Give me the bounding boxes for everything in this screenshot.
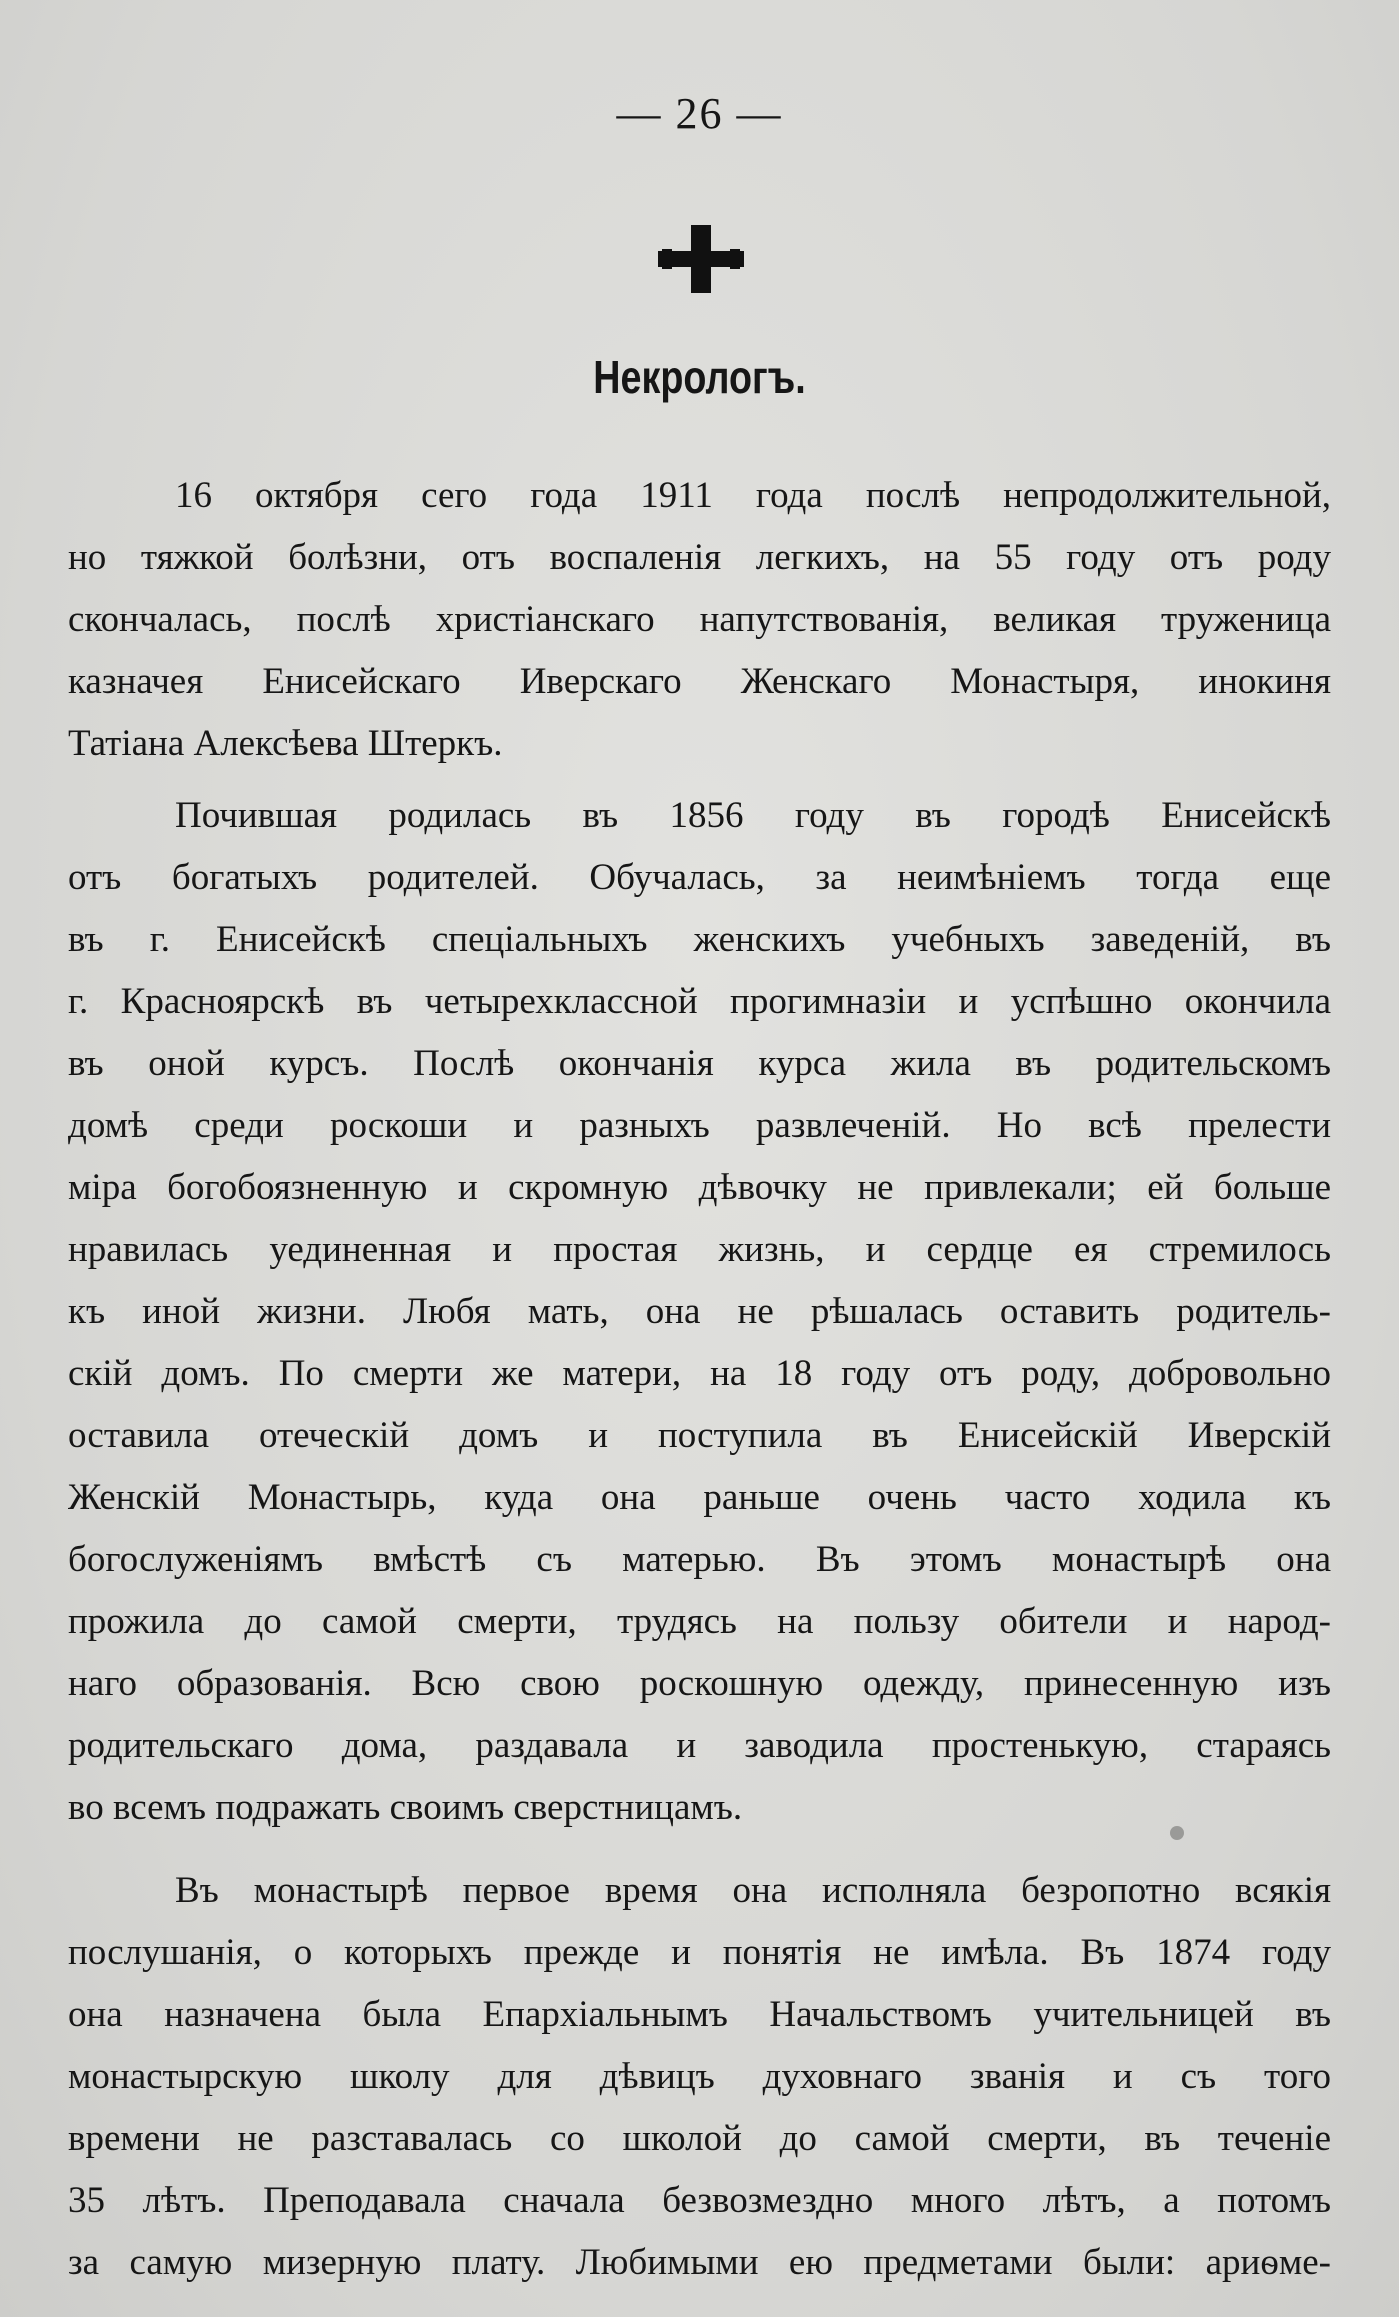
text-line: домѣ среди роскоши и разныхъ развлеченій. Но всѣ прелести <box>68 1105 1331 1146</box>
text-line: въ г. Енисейскѣ спеціальныхъ женскихъ учебныхъ заведеній, въ <box>68 919 1331 960</box>
text-line: оставила отеческій домъ и поступила въ Енисейскій Иверскій <box>68 1415 1331 1456</box>
text-line: скій домъ. По смерти же матери, на 18 году отъ роду, добровольно <box>68 1353 1331 1394</box>
text-line: послушанія, о которыхъ прежде и понятія не имѣла. Въ 1874 году <box>68 1932 1331 1973</box>
text-line: 16 октября сего года 1911 года послѣ непродолжительной, <box>175 475 1331 516</box>
text-line: за самую мизерную плату. Любимыми ею предметами были: ариѳме- <box>68 2242 1331 2283</box>
text-line: богослуженіямъ вмѣстѣ съ матерью. Въ этомъ монастырѣ она <box>68 1539 1331 1580</box>
text-line: наго образованія. Всю свою роскошную одежду, принесенную изъ <box>68 1663 1331 1704</box>
paragraph-1 <box>68 465 1331 775</box>
page-number: — 26 — <box>616 89 783 138</box>
article-title: Некрологъ. <box>593 351 806 403</box>
text-line: во всемъ подражать своимъ сверстницамъ. <box>68 1787 743 1828</box>
text-line: Почившая родилась въ 1856 году въ городѣ Енисейскѣ <box>175 795 1331 836</box>
text-line: она назначена была Епархіальнымъ Начальствомъ учительницей въ <box>68 1994 1331 2035</box>
text-line: но тяжкой болѣзни, отъ воспаленія легкихъ, на 55 году отъ роду <box>68 537 1331 578</box>
text-line: отъ богатыхъ родителей. Обучалась, за неимѣніемъ тогда еще <box>68 857 1331 898</box>
text-line: монастырскую школу для дѣвицъ духовнаго званія и съ того <box>68 2056 1331 2097</box>
text-line: г. Красноярскѣ въ четырехклассной прогимназіи и успѣшно окончила <box>68 981 1331 1022</box>
paragraph-3 <box>68 1860 1331 2294</box>
text-line: Въ монастырѣ первое время она исполняла безропотно всякія <box>175 1870 1331 1911</box>
text-line: къ иной жизни. Любя мать, она не рѣшалась оставить родитель- <box>68 1291 1331 1332</box>
text-line: родительскаго дома, раздавала и заводила простенькую, стараясь <box>68 1725 1331 1766</box>
text-line: казначея Енисейскаго Иверскаго Женскаго Монастыря, инокиня <box>68 661 1331 702</box>
text-line: времени не разставалась со школой до самой смерти, въ теченіе <box>68 2118 1331 2159</box>
text-line: нравилась уединенная и простая жизнь, и сердце ея стремилось <box>68 1229 1331 1270</box>
text-line: скончалась, послѣ христіанскаго напутствованія, великая труженица <box>68 599 1331 640</box>
text-line: міра богобоязненную и скромную дѣвочку не привлекали; ей больше <box>68 1167 1331 1208</box>
text-line: Татіана Алексѣева Штеркъ. <box>68 723 503 764</box>
text-line: Женскій Монастырь, куда она раньше очень часто ходила къ <box>68 1477 1331 1518</box>
paper-speck <box>1170 1826 1184 1840</box>
text-line: прожила до самой смерти, трудясь на пользу обители и народ- <box>68 1601 1331 1642</box>
cross-ornament-icon <box>658 225 744 293</box>
text-line: въ оной курсъ. Послѣ окончанія курса жила въ родительскомъ <box>68 1043 1331 1084</box>
paragraph-2 <box>68 785 1331 1839</box>
text-line: 35 лѣтъ. Преподавала сначала безвозмездно много лѣтъ, а потомъ <box>68 2180 1331 2221</box>
